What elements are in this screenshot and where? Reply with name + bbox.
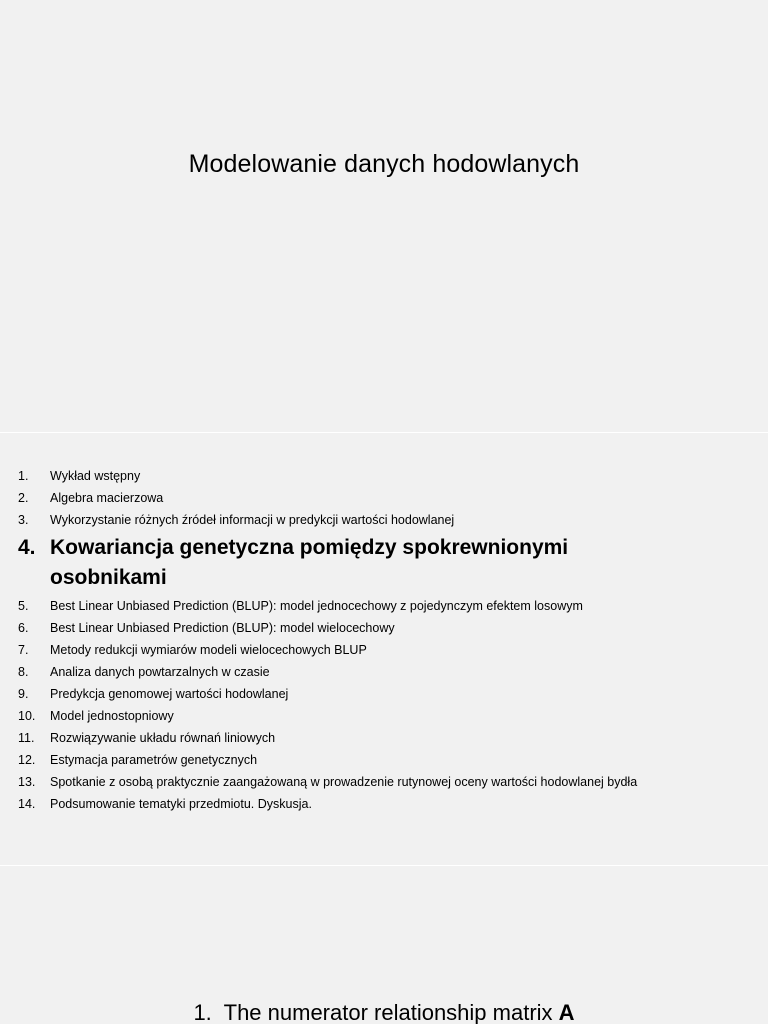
agenda-item-number: 9. [18,687,29,701]
slide-agenda [0,433,768,865]
agenda-item [18,661,758,683]
agenda-item-number: 11. [18,731,35,745]
agenda-item [18,727,758,749]
agenda-item-number: 2. [18,491,29,505]
agenda-item-number: 8. [18,665,29,679]
agenda-item-text: Model jednostopniowy [50,709,174,723]
agenda-item [18,487,758,509]
section-heading-matrix-symbol: A [558,1000,575,1024]
agenda-item-number: 4. [18,536,36,559]
section-heading-text: The numerator relationship matrix [223,1000,553,1024]
agenda-item [18,595,758,617]
agenda-item-number: 12. [18,753,36,767]
agenda-item [18,793,758,815]
presentation-title: Modelowanie danych hodowlanych [188,150,580,178]
agenda-item-number: 1. [18,469,29,483]
slide-section [0,866,768,1024]
slide-title [0,0,768,432]
agenda-item-text: Wykorzystanie różnych źródeł informacji w predykcji wartości hodowlanej [50,513,455,527]
agenda-item-text: Kowariancja genetyczna pomiędzy spokrewnionymi osobnikami [50,536,569,589]
section-heading-number: 1. [193,1000,212,1024]
agenda-item-text: Spotkanie z osobą praktycznie zaangażowaną w prowadzenie rutynowej oceny wartości hodowlanej bydła [50,775,638,789]
agenda-item-text: Analiza danych powtarzalnych w czasie [50,665,270,679]
agenda-item [18,465,758,487]
agenda-item-number: 13. [18,775,36,789]
agenda-item [18,749,758,771]
agenda-item-text: Best Linear Unbiased Prediction (BLUP): model wielocechowy [50,621,395,635]
agenda-item-text: Podsumowanie tematyki przedmiotu. Dyskusja. [50,797,312,811]
agenda-item-number: 5. [18,599,29,613]
agenda-item-text: Best Linear Unbiased Prediction (BLUP): model jednocechowy z pojedynczym efektem losowym [50,599,583,613]
agenda-item-number: 14. [18,797,36,811]
agenda-item [18,771,758,793]
agenda-item [18,639,758,661]
agenda-item-text: Predykcja genomowej wartości hodowlanej [50,687,289,701]
agenda-item-text: Metody redukcji wymiarów modeli wielocechowych BLUP [50,643,367,657]
agenda-item-number: 6. [18,621,29,635]
agenda-item-number: 10. [18,709,36,723]
agenda-item-text: Algebra macierzowa [50,491,164,505]
agenda-item-current [18,531,758,595]
agenda-item [18,705,758,727]
agenda-list [18,465,758,815]
agenda-item-text: Wykład wstępny [50,469,141,483]
section-heading [0,1000,768,1024]
agenda-item-text: Rozwiązywanie układu równań liniowych [50,731,276,745]
agenda-item-text: Estymacja parametrów genetycznych [50,753,258,767]
agenda-item [18,617,758,639]
agenda-item [18,683,758,705]
agenda-item-number: 7. [18,643,29,657]
agenda-item-number: 3. [18,513,29,527]
agenda-item [18,509,758,531]
